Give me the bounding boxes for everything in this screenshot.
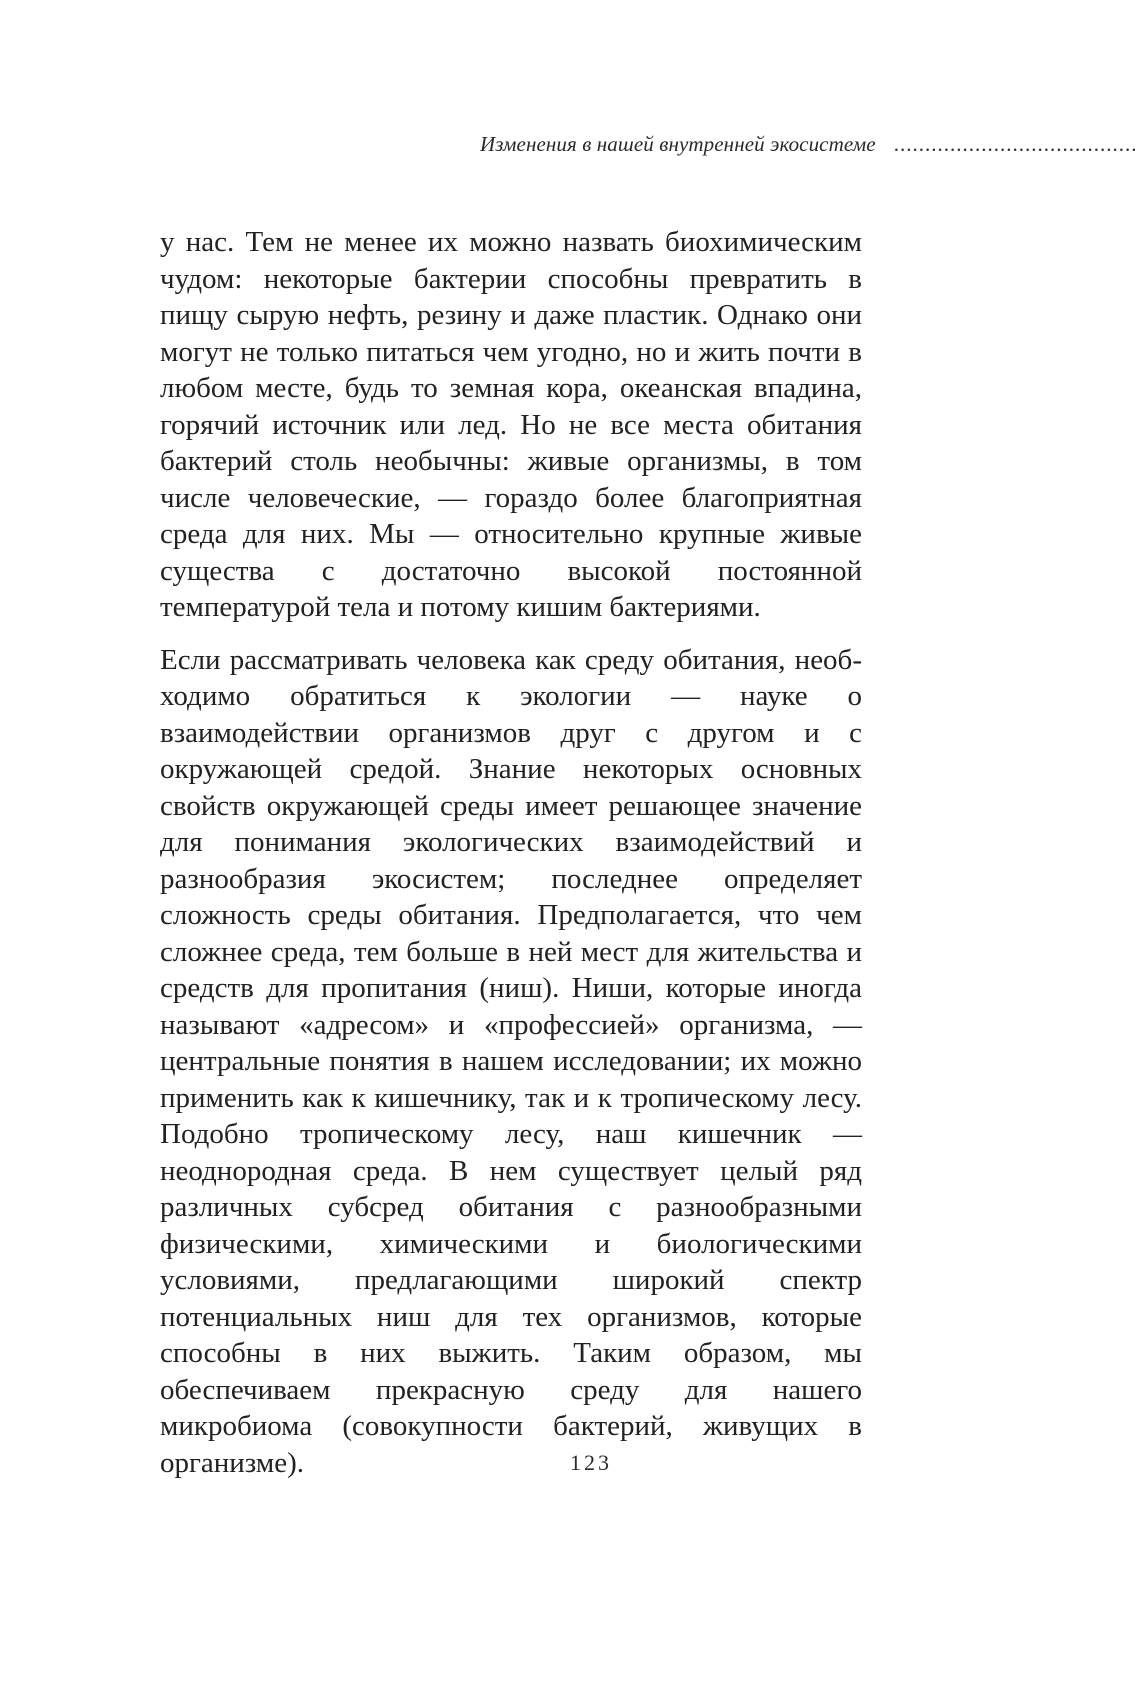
paragraph-2: Если рассматривать человека как среду обитания, необходимо обратиться к экологии — науке о взаимодействии организмов друг с другом и с окружающей средой. Знание некоторых основных свойств окружающей среды имеет решающее значение для понимания экологических взаимодействий и разнообразия экосистем; последнее определяет сложность среды обитания. Предполагается, что чем сложнее среда, тем больше в ней мест для жительства и средств для пропитания (ниш). Ниши, которые иногда называют «адресом» и «профессией» организма, — центральные понятия в нашем исследовании; их можно применить как к кишечнику, так и к тропическому лесу. Подобно тропическому лесу, наш кишечник — неоднородная среда. В нем существует целый ряд различных субсред обитания с разнообразными физическими, химическими и биологическими условиями, предлагающими широкий спектр потенциальных ниш для тех организмов, которые способны в них выжить. Таким образом, мы обеспечиваем прекрасную среду для нашего микробиома (совокупности бактерий, живущих в организме). [160,643,862,1479]
body-text [160,224,862,1481]
running-header [480,132,1142,162]
running-header-title: Изменения в нашей внутренней экосистеме [480,132,876,156]
page-number: 123 [570,1450,612,1475]
header-dot-leader: ....................................... [893,132,1138,156]
paragraph-1: у нас. Тем не менее их можно назвать биохимическим чудом: некоторые бактерии способны превратить в пищу сырую нефть, резину и даже пластик. Однако они могут не только питаться чем угодно, но и жить почти в любом месте, будь то земная кора, океанская впадина, горячий источник или лед. Но не все места обитания бактерий столь необычны: живые организмы, в том числе человеческие, — гораздо более благоприятная среда для них. Мы — относительно крупные живые существа с достаточно высокой постоянной температурой тела и потому кишим бактериями. [160,226,862,623]
